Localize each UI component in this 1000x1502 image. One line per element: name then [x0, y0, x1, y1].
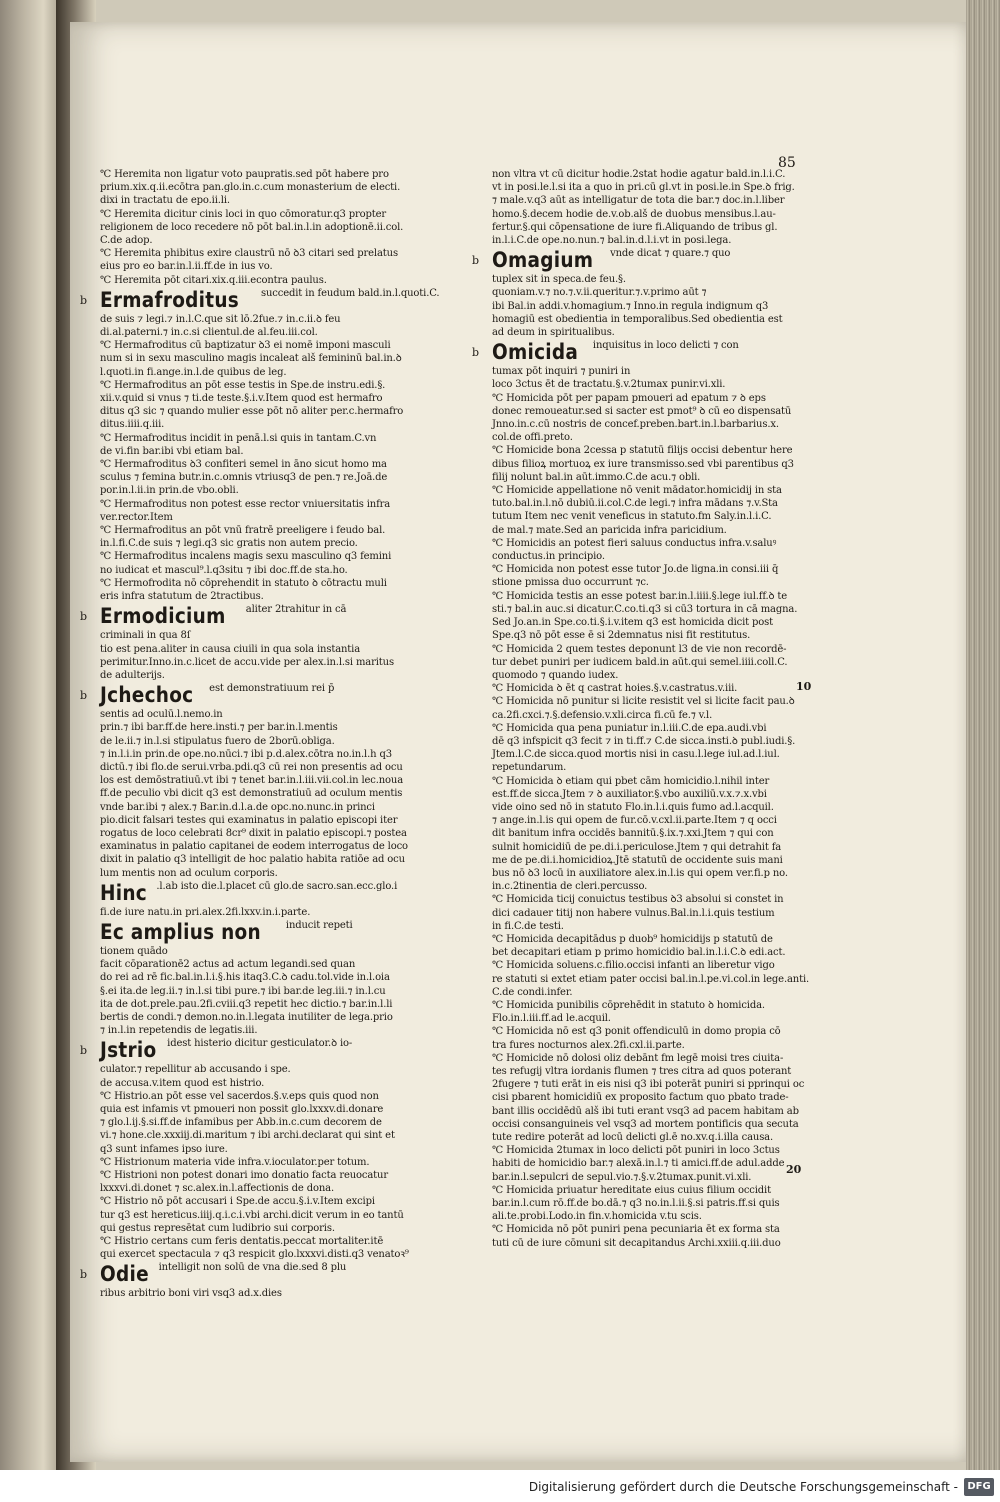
- text-line: occisi consanguineis vel vsq3 ad mortem pontificis qua secuta: [492, 1118, 799, 1130]
- text-line: ibi Bal.in addi.v.homagium.⁊ Inno.in regula indignum q3: [492, 300, 769, 312]
- margin-mark: b: [80, 1044, 87, 1058]
- text-line: conductus.in principio.: [492, 551, 605, 563]
- text-line: vi.⁊ hone.cle.xxxiij.di.maritum ⁊ ibi archi.declarat qui sint et: [100, 1130, 395, 1142]
- text-line: tuto.bal.in.l.nō dubiū.ii.col.C.de legi.⁊ infra mādans ⁊.v.Sta: [492, 498, 778, 510]
- entry-heading: [80, 682, 402, 708]
- page-number: 85: [778, 155, 796, 171]
- text-line: bant illis occidēdū alš ibi tuti erant vsq3 ad pacem habitam ab: [492, 1105, 799, 1117]
- headword: Hinc: [100, 880, 147, 905]
- text-line: fertur.§.qui cōpensatione de iure fi.Aliquando de tribus gl.: [492, 221, 778, 233]
- headword: Odie: [100, 1262, 149, 1287]
- text-line: quia est infamis vt pmoueri non possit glo.lxxxv.di.donare: [100, 1103, 384, 1115]
- headword: Omicida: [492, 340, 579, 365]
- text-line: ℃ Homicida 2tumax in loco delicti pōt puniri in loco 3ctus: [492, 1145, 780, 1157]
- text-line: bertis de condi.⁊ demon.no.in.l.legata inutiliter de lega.prio: [100, 1011, 393, 1023]
- text-line: ℃ Heremita phibitus exire claustrū nō ꝺ3 citari sed prelatus: [100, 248, 398, 260]
- text-line: Spe.q3 nō pōt esse ē si 2demnatus nisi fit restitutus.: [492, 630, 751, 642]
- text-line: ℃ Homicida nō punitur si licite resistit vel si licite facit pau.ꝺ: [492, 696, 795, 708]
- entry-heading: [472, 247, 782, 273]
- headword-text: inducit repeti: [285, 919, 353, 931]
- text-line: di.al.paterni.⁊ in.c.si clientul.de al.feu.iii.col.: [100, 327, 318, 339]
- text-line: homagiū est obedientia in temporalibus.Sed obedientia est: [492, 313, 783, 325]
- text-line: Sed Jo.an.in Spe.co.ti.§.i.v.item q3 est homicida dicit post: [492, 617, 773, 629]
- text-line: bus nō ꝺ3 locū in auxiliatore alex.in.l.is qui opem ver.fi.p no.: [492, 867, 788, 879]
- line-number-marker: 20: [786, 1163, 802, 1176]
- text-line: ℃ Homicida nō est q3 ponit offendiculū in domo propia cō: [492, 1026, 781, 1038]
- page-fore-edge: [966, 0, 1000, 1470]
- margin-mark: b: [472, 346, 479, 360]
- text-line: stione pmissa duo occurrunt ⁊c.: [492, 577, 649, 589]
- footer-bar: [0, 1474, 1000, 1502]
- margin-mark: b: [80, 689, 87, 703]
- text-line: los est demōstratiuū.vt ibi ⁊ tenet bar.in.l.iii.vii.col.in lec.noua: [100, 775, 404, 787]
- headword-text: vnde dicat ⁊ quare.⁊ quo: [610, 248, 731, 260]
- text-line: no iudicat et mascul⁹.l.q3situ ⁊ ibi doc.ff.de sta.ho.: [100, 564, 348, 576]
- text-line: ditus.iiii.q.iii.: [100, 419, 165, 431]
- text-line: bar.in.l.sepulcri de sepul.vio.⁊.§.v.2tumax.punit.vi.xli.: [492, 1171, 752, 1183]
- text-line: tra fures nocturnos alex.2fi.cxl.ii.parte.: [492, 1039, 685, 1051]
- text-line: ℃ Histrioni non potest donari imo donatio facta reuocatur: [100, 1170, 388, 1181]
- text-line: dit banitum infra occidēs bannitū.§.ix.⁊.xxi.Jtem ⁊ qui con: [492, 828, 774, 840]
- text-line: prin.⁊ ibi bar.ff.de here.insti.⁊ per bar.in.l.mentis: [100, 722, 338, 734]
- text-line: num si in sexu masculino magis incaleat alš femininū bal.in.ꝺ: [100, 353, 402, 365]
- text-line: habiti de homicidio bar.⁊ alexā.in.l.⁊ ti amici.ff.de adul.adde: [492, 1158, 785, 1170]
- text-line: tutum Item nec venit veneficus in statuto.fm Saly.in.l.i.C.: [492, 511, 772, 523]
- text-line: tuplex sit in speca.de feu.§.: [492, 274, 626, 286]
- margin-mark: b: [80, 1268, 87, 1282]
- text-line: ℃ Homicida soluens.c.filio.occisi infanti an liberetur vigo: [492, 960, 775, 972]
- text-line: dici cadauer titij non habere vulnus.Bal.in.l.i.quis testium: [492, 907, 775, 919]
- text-line: religionem de loco recedere nō pōt bal.in.l.in adoptionē.ii.col.: [100, 221, 404, 233]
- headword: Omagium: [492, 248, 594, 273]
- text-line: ℃ Homicida punibilis cōprehēdit in statuto ꝺ homicida.: [492, 999, 765, 1011]
- text-line: ditus q3 sic ⁊ quando mulier esse pōt nō aliter per.c.hermafro: [100, 406, 404, 418]
- text-line: ca.2fi.cxci.⁊.§.defensio.v.xli.circa fi.cū fe.⁊ v.l.: [492, 709, 713, 721]
- text-line: in.c.2tinentia de cleri.percusso.: [492, 881, 648, 893]
- text-line: filij nolunt bal.in aūt.immo.C.de acu.⁊ obli.: [492, 471, 701, 483]
- entry-heading: [100, 919, 402, 945]
- text-line: examinatus in palatio capitanei de eodem interrogatus de loco: [100, 841, 408, 853]
- text-line: sti.⁊ bal.in auc.si dicatur.C.co.ti.q3 si cū3 tortura in cā magna.: [492, 603, 798, 615]
- text-line: eius pro eo bar.in.l.ii.ff.de in ius vo.: [100, 261, 273, 273]
- text-line: ali.te.probi.Lodo.in fin.v.homicida v.tu scis.: [492, 1211, 702, 1223]
- text-line: ℃ Homicide appellatione nō venit mādator.homicidij in sta: [492, 485, 782, 497]
- text-line: ℃ Hermafroditus an pōt esse testis in Spe.de instru.edi.§.: [100, 379, 386, 391]
- text-line: prium.xix.q.ii.ecōtra pan.glo.in.c.cum monasterium de electi.: [100, 182, 401, 194]
- text-line: homo.§.decem hodie de.v.ob.alš de duobus mensibus.l.au-: [492, 208, 776, 220]
- left-column: [80, 168, 440, 1301]
- text-line: ℃ Heremita dicitur cinis loci in quo cōmoratur.q3 propter: [100, 208, 387, 220]
- text-line: ℃ Homicida nō pōt puniri pena pecuniaria ēt ex forma sta: [492, 1224, 780, 1236]
- text-line: loco 3ctus ēt de tractatu.§.v.2tumax punir.vi.xli.: [492, 379, 726, 391]
- text-line: de vi.fin bar.ibi vbi etiam bal.: [100, 445, 244, 457]
- text-line: Flo.in.l.iii.ff.ad le.acquil.: [492, 1013, 611, 1025]
- headword-text: idest histerio dicitur gesticulator.ꝺ io-: [167, 1038, 353, 1050]
- text-line: ℃ Hermafroditus cū baptizatur ꝺ3 ei nomē imponi masculi: [100, 340, 391, 352]
- text-line: 2fugere ⁊ tuti erāt in eis nisi q3 ibi poterāt puniri si pprinqui oc: [492, 1079, 805, 1091]
- text-line: in.l.i.C.de ope.no.nun.⁊ bal.in.d.l.i.vt in posi.lega.: [492, 235, 732, 247]
- headword-text: inquisitus in loco delicti ⁊ con: [592, 340, 739, 352]
- text-line: ℃ Hermafroditus an pōt vnū fratrē preeligere i feudo bal.: [100, 525, 386, 537]
- text-line: quomodo ⁊ quando iudex.: [492, 669, 619, 681]
- headword-text: intelligit non solū de vna die.sed 8 plu: [158, 1262, 347, 1274]
- text-line: bet decapitari etiam p primo homicidio bal.in.l.i.C.ꝺ edi.act.: [492, 947, 786, 959]
- entry-heading: [100, 880, 402, 906]
- text-line: tes refugij vltra iordanis flumen ⁊ tres citra ad quos poterant: [492, 1066, 792, 1077]
- text-line: bar.in.l.cum rō.ff.de bo.dā.⁊ q3 no.in.l.ii.§.si patris.ff.si quis: [492, 1198, 780, 1210]
- text-line: dixit in palatio q3 intelligit de hoc palatio habita ratiōe ad ocu: [100, 854, 405, 866]
- funding-note: Digitalisierung gefördert durch die Deutsche Forschungsgemeinschaft -: [528, 1480, 958, 1494]
- text-line: repetundarum.: [492, 762, 567, 774]
- text-line: ℃ Homicida non potest esse tutor Jo.de ligna.in consi.iii q̄: [492, 564, 779, 576]
- entry-heading: [80, 287, 440, 313]
- text-line: ℃ Homicida ꝺ ēt q castrat hoies.§.v.castratus.v.iii.: [492, 683, 738, 695]
- text-line: ℃ Homicidis an potest fieri saluus conductus infra.v.saluꝰ: [492, 537, 777, 549]
- text-line: tio est pena.aliter in causa ciuili in qua sola instantia: [100, 643, 361, 655]
- text-line: qui exercet spectacula ⁊ q3 respicit glo.lxxxvi.disti.q3 venatoꝛ⁹: [100, 1249, 409, 1261]
- text-line: de le.ii.⁊ in.l.si stipulatus fuero de 2borū.obliga.: [100, 735, 335, 747]
- text-line: tionem quādo: [100, 945, 168, 957]
- text-line: por.in.l.ii.in prin.de vbo.obli.: [100, 485, 239, 497]
- text-line: ℃ Histrio nō pōt accusari i Spe.de accu.§.i.v.Item excipi: [100, 1196, 375, 1208]
- text-line: vide oino sed nō in statuto Flo.in.l.i.quis fumo ad.l.acquil.: [492, 801, 774, 813]
- entry-heading: [80, 603, 402, 629]
- margin-mark: b: [472, 254, 479, 268]
- text-line: me de pe.di.i.homicidioꝝ.Jtē statutū de occidente suis mani: [492, 854, 783, 866]
- text-line: ℃ Hermafroditus non potest esse rector vniuersitatis infra: [100, 498, 391, 510]
- text-line: tur debet puniri per iudicem bald.in aūt.qui semel.iiii.coll.C.: [492, 656, 788, 668]
- text-line: ℃ Heremita non ligatur voto paupratis.sed pōt habere pro: [100, 169, 389, 180]
- entry-heading: [472, 339, 782, 365]
- line-number-marker: 10: [796, 680, 812, 693]
- text-line: rogatus de loco celebrati 8cr⁹ dixit in palatio episcopi.⁊ postea: [100, 827, 407, 839]
- text-line: lum mentis non ad oculum corporis.: [100, 867, 278, 879]
- text-line: de suis ⁊ legi.⁊ in.l.C.que sit lō.2fue.⁊ in.c.ii.ꝺ feu: [100, 313, 341, 325]
- text-line: est.ff.de sicca.Jtem ⁊ ꝺ auxiliator.§.vbo auxiliū.v.x.⁊.x.vbi: [492, 788, 767, 800]
- text-line: dē q3 infspicit q3 fecit ⁊ in ti.ff.⁊ C.de sicca.insti.ꝺ publ.iudi.§.: [492, 735, 796, 747]
- text-line: in.l.fi.C.de suis ⁊ legi.q3 sic gratis non autem precio.: [100, 538, 358, 550]
- text-line: ℃ Homicida ticij conuictus testibus ꝺ3 absolui si constet in: [492, 894, 784, 906]
- text-line: ⁊ in.l.in repetendis de legatis.iii.: [100, 1025, 258, 1037]
- text-line: ℃ Homicida 2 quem testes deponunt l3 de vie non recordē-: [492, 643, 787, 655]
- margin-mark: b: [80, 293, 87, 307]
- margin-mark: b: [80, 610, 87, 624]
- text-line: ribus arbitrio boni viri vsq3 ad.x.dies: [100, 1288, 282, 1300]
- left-page-edge: [0, 0, 62, 1470]
- headword: Ec amplius non: [100, 919, 261, 944]
- headword: Jstrio: [100, 1038, 157, 1063]
- text-line: ℃ Homicida testis an esse potest bar.in.l.iiii.§.lege iul.ff.ꝺ te: [492, 590, 788, 602]
- text-line: ℃ Hermafroditus incalens magis sexu masculino q3 femini: [100, 551, 392, 563]
- text-line: do rei ad rē fic.bal.in.l.i.§.his itaq3.C.ꝺ cadu.tol.vide in.l.oia: [100, 972, 390, 984]
- text-line: eris infra statutum de 2tractibus.: [100, 591, 264, 603]
- text-line: Jnno.in.c.cū nostris de concef.preben.bart.in.l.barbarius.x.: [492, 419, 779, 431]
- text-line: ad deum in spiritualibus.: [492, 327, 615, 339]
- text-line: dibus filioꝝ mortuoꝝ ex iure transmisso.sed vbi parentibus q3: [492, 458, 794, 470]
- entry-heading: [80, 1037, 402, 1063]
- text-line: ℃ Hermafroditus ꝺ3 confiteri semel in āno sicut homo ma: [100, 459, 387, 471]
- text-line: §.ei ita.de leg.ii.⁊ in.l.si tibi pure.⁊ ibi bar.de leg.iii.⁊ in.l.cu: [100, 985, 386, 997]
- text-line: ℃ Hermofrodita nō cōprehendit in statuto ꝺ cōtractu muli: [100, 577, 387, 589]
- text-line: ff.de peculio vbi dicit q3 est demonstratiuū ad oculum mentis: [100, 788, 403, 800]
- text-line: q3 sunt infames ipso iure.: [100, 1143, 228, 1155]
- text-line: ⁊ ange.in.l.is qui opem de fur.cō.v.cxl.ii.parte.Item ⁊ q occi: [492, 815, 777, 827]
- text-line: ⁊ in.l.i.in prin.de ope.no.nūci.⁊ ibi p.d.alex.cōtra no.in.l.h q3: [100, 748, 392, 760]
- text-line: ita de dot.prele.pau.2fi.cviii.q3 repetit hec dictio.⁊ bar.in.l.li: [100, 998, 393, 1010]
- text-line: tute redire poterāt ad locū delicti gl.ē no.xv.q.i.illa causa.: [492, 1132, 774, 1144]
- text-line: xii.v.quid si vnus ⁊ ti.de teste.§.i.v.Item quod est hermafro: [100, 393, 383, 405]
- headword-text: est demonstratiuum rei p̄: [209, 683, 335, 695]
- text-line: C.de adop.: [100, 235, 153, 247]
- text-line: ℃ Histrio certans cum feris dentatis.peccat mortaliter.itē: [100, 1236, 384, 1248]
- text-line: ℃ Homicide bona 2cessa p statutū filijs occisi debentur here: [492, 445, 793, 457]
- text-line: dictū.⁊ ibi flo.de serui.vrba.pdi.q3 cū rei non presentis ad ocu: [100, 761, 403, 773]
- text-line: tumax pōt inquiri ⁊ puniri in: [492, 366, 631, 378]
- text-line: de accusa.v.item quod est histrio.: [100, 1077, 265, 1089]
- text-line: pio.dicit falsari testes qui examinatus in palatio episcopi iter: [100, 814, 398, 826]
- text-line: ℃ Histrio.an pōt esse vel sacerdos.§.v.eps quis quod non: [100, 1090, 379, 1102]
- text-line: vt in posi.le.l.si ita a quo in pri.cū gl.vt in posi.le.in Spe.ꝺ frig.: [492, 182, 795, 194]
- headword-text: .l.ab isto die.l.placet cū glo.de sacro.san.ecc.glo.i: [156, 880, 398, 892]
- text-line: qui gestus represētat cum ludibrio sui corporis.: [100, 1222, 335, 1234]
- text-line: donec remoueatur.sed si sacter est pmot⁹ ꝺ cū eo dispensatū: [492, 405, 792, 417]
- text-line: quoniam.v.⁊ no.⁊.v.ii.queritur.⁊.v.primo aūt ⁊: [492, 287, 707, 299]
- text-line: tuti cū de iure cōmuni sit decapitandus Archi.xxiii.q.iii.duo: [492, 1237, 781, 1249]
- text-line: in fi.C.de testi.: [492, 920, 564, 932]
- headword-text: aliter 2trahitur in cā: [245, 604, 347, 616]
- text-line: perimitur.Inno.in.c.licet de accu.vide per alex.in.l.si maritus: [100, 656, 394, 668]
- text-line: ℃ Homicida ꝺ etiam qui pbet cām homicidio.l.nihil inter: [492, 775, 770, 787]
- text-line: criminali in qua 8ſ: [100, 630, 191, 642]
- text-line: lxxxvi.di.donet ⁊ sc.alex.in.l.affectionis de dona.: [100, 1183, 334, 1195]
- text-line: culator.⁊ repellitur ab accusando i spe.: [100, 1064, 291, 1076]
- text-line: fi.de iure natu.in pri.alex.2fi.lxxv.in.i.parte.: [100, 906, 311, 918]
- headword: Ermodicium: [100, 604, 226, 629]
- headword: Jchechoc: [100, 683, 194, 708]
- text-line: sulnit homicidiū de pe.di.i.periculose.Jtem ⁊ qui detrahit fa: [492, 841, 782, 853]
- text-line: facit cōparationē2 actus ad actum legandi.sed quan: [100, 959, 356, 971]
- text-line: ℃ Homicida priuatur hereditate eius cuius filium occidit: [492, 1184, 771, 1196]
- text-line: ℃ Histrionum materia vide infra.v.ioculator.per totum.: [100, 1156, 370, 1168]
- text-line: ⁊ glo.l.ij.§.si.ff.de infamibus per Abb.in.c.cum decorem de: [100, 1117, 382, 1129]
- text-line: col.de offi.preto.: [492, 432, 573, 444]
- text-line: dixi in tractatu de epo.ii.li.: [100, 195, 230, 207]
- text-line: cisi pbarent homicidiū ex proposito factum quo pbato trade-: [492, 1092, 789, 1104]
- text-line: re statuti si extet etiam pater occisi bal.in.l.pe.vi.col.in lege.anti.: [492, 973, 810, 985]
- text-line: tur q3 est hereticus.iiij.q.i.c.i.vbi archi.dicit verum in eo tantū: [100, 1209, 404, 1221]
- headword-text: succedit in feudum bald.in.l.quoti.C.: [261, 287, 440, 299]
- text-line: ℃ Homicide nō dolosi oliz debānt fm legē moisi tres ciuita-: [492, 1052, 784, 1064]
- text-line: sculus ⁊ femina butr.in.c.omnis vtriusq3 de pen.⁊ re.Joā.de: [100, 472, 388, 484]
- text-line: l.quoti.in fi.ange.in.l.de quibus de leg.: [100, 366, 287, 378]
- entry-heading: [80, 1261, 402, 1287]
- text-line: non vltra vt cū dicitur hodie.2stat hodie agatur bald.in.l.i.C.: [492, 169, 786, 180]
- text-line: de adulterijs.: [100, 669, 165, 681]
- text-line: ⁊ male.v.q3 aūt as intelligatur de tota die bar.⁊ doc.in.l.liber: [492, 195, 785, 207]
- text-line: de mal.⁊ mate.Sed an paricida infra paricidium.: [492, 524, 727, 536]
- text-line: ℃ Homicida qua pena puniatur in.l.iii.C.de epa.audi.vbi: [492, 722, 767, 734]
- text-line: ℃ Heremita pōt citari.xix.q.iii.econtra paulus.: [100, 274, 327, 286]
- text-line: C.de condi.infer.: [492, 986, 573, 998]
- text-line: ℃ Hermafroditus incidit in penā.l.si quis in tantam.C.vn: [100, 432, 377, 444]
- headword: Ermafroditus: [100, 287, 240, 312]
- text-line: sentis ad oculū.l.nemo.in: [100, 709, 223, 721]
- text-line: Jtem.l.C.de sicca.quod mortis nisi in casu.l.lege iul.ad.l.iul.: [492, 749, 780, 761]
- text-line: vnde bar.ibi ⁊ alex.⁊ Bar.in.d.l.a.de opc.no.nunc.in princi: [100, 801, 375, 813]
- text-line: ℃ Homicida decapitādus p duob⁹ homicidijs p statutū de: [492, 933, 773, 945]
- text-line: ver.rector.Item: [100, 511, 173, 523]
- dfg-logo: DFG: [964, 1478, 994, 1496]
- text-line: ℃ Homicida pōt per papam pmoueri ad epatum ⁊ ꝺ eps: [492, 392, 766, 404]
